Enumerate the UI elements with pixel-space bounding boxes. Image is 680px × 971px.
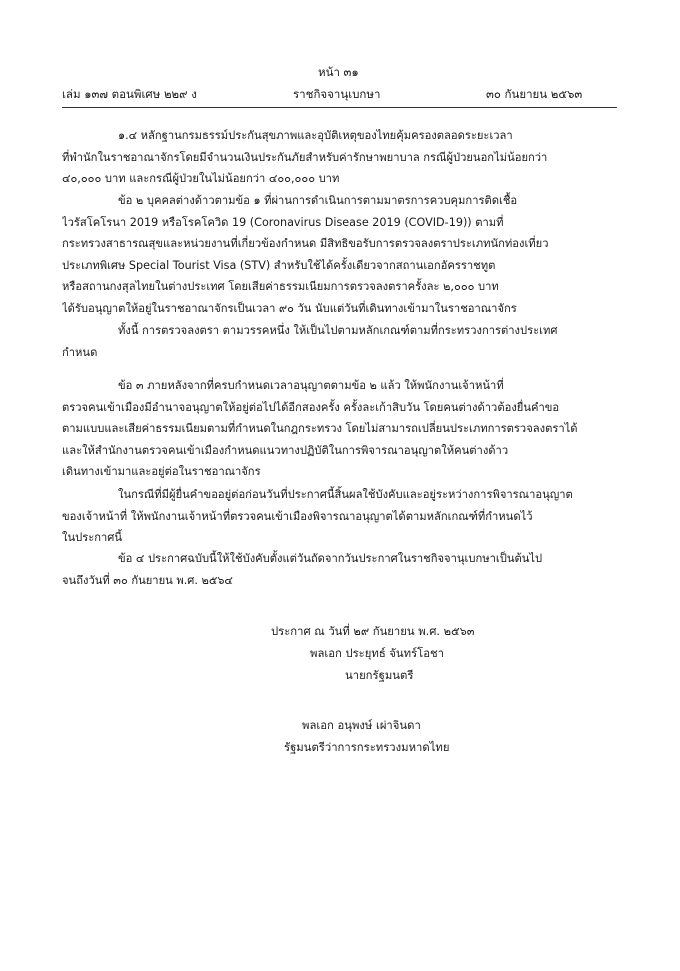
text-line: ข้อ ๔ ประกาศฉบับนี้ให้ใช้บังคับตั้งแต่วันถัดจากวันประกาศในราชกิจจานุเบกษาเป็นต้นไป <box>118 552 543 565</box>
proclamation-date: ประกาศ ณ วันที่ ๒๙ กันยายน พ.ศ. ๒๕๖๓ <box>271 625 475 638</box>
header-divider <box>62 107 617 108</box>
signer-1-name: พลเอก ประยุทธ์ จันทร์โอชา <box>310 647 445 660</box>
volume-info: เล่ม ๑๓๗ ตอนพิเศษ ๒๒๙ ง <box>62 87 197 101</box>
clause-2 <box>62 190 617 320</box>
clause-3 <box>62 375 617 483</box>
signer-2-title: รัฐมนตรีว่าการกระทรวงมหาดไทย <box>284 741 450 754</box>
text-line: ในกรณีที่มีผู้ยื่นคำขออยู่ต่อก่อนวันที่ประกาศนี้สิ้นผลใช้บังคับและอยู่ระหว่างการพิจารณาอนุญาต <box>118 488 573 501</box>
text-line: จนถึงวันที่ ๓๐ กันยายน พ.ศ. ๒๕๖๔ <box>62 573 233 587</box>
page-number: หน้า ๓๑ <box>318 65 359 79</box>
text-line: เดินทางเข้ามาและอยู่ต่อในราชอาณาจักร <box>62 465 261 479</box>
text-line: ตรวจคนเข้าเมืองมีอำนาจอนุญาตให้อยู่ต่อไปได้อีกสองครั้ง ครั้งละเก้าสิบวัน โดยคนต่างด้าวต้องยื่นคำขอ <box>62 400 560 414</box>
text-line: กำหนด <box>62 345 98 359</box>
text-line: ไวรัสโคโรนา 2019 หรือโรคโควิด 19 (Coronavirus Disease 2019 (COVID-19)) ตามที่ <box>62 215 504 229</box>
text-line: ประเภทพิเศษ Special Tourist Visa (STV) สำหรับใช้ได้ครั้งเดียวจากสถานเอกอัครราชทูต <box>62 258 496 272</box>
text-line: ในประกาศนี้ <box>62 531 123 545</box>
text-line: กระทรวงสาธารณสุขและหน่วยงานที่เกี่ยวข้องกำหนด มีสิทธิขอรับการตรวจลงตราประเภทนักท่องเที่ยว <box>62 237 549 251</box>
signer-2-name: พลเอก อนุพงษ์ เผ่าจินดา <box>302 719 421 732</box>
text-line: ของเจ้าหน้าที่ ให้พนักงานเจ้าหน้าที่ตรวจคนเข้าเมืองพิจารณาอนุญาตได้ตามหลักเกณฑ์ที่กำหนดไว้ <box>62 509 533 523</box>
clause-2-note <box>62 320 617 363</box>
paragraph-1-4 <box>62 125 617 190</box>
publication-name: ราชกิจจานุเบกษา <box>293 87 381 101</box>
text-line: ที่พำนักในราชอาณาจักรโดยมีจำนวนเงินประกันภัยสำหรับค่ารักษาพยาบาล กรณีผู้ป่วยนอกไม่น้อยกว่า <box>62 150 548 164</box>
signer-1-title: นายกรัฐมนตรี <box>345 669 414 682</box>
text-line: ข้อ ๒ บุคคลต่างด้าวตามข้อ ๑ ที่ผ่านการดำเนินการตามมาตรการควบคุมการติดเชื้อ <box>118 194 518 207</box>
publication-date: ๓๐ กันยายน ๒๕๖๓ <box>486 87 583 101</box>
text-line: ๑.๔ หลักฐานกรมธรรม์ประกันสุขภาพและอุบัติเหตุของไทยคุ้มครองตลอดระยะเวลา <box>118 129 513 142</box>
text-line: ได้รับอนุญาตให้อยู่ในราชอาณาจักรเป็นเวลา ๙๐ วัน นับแต่วันที่เดินทางเข้ามาในราชอาณาจักร <box>62 301 517 315</box>
text-line: ข้อ ๓ ภายหลังจากที่ครบกำหนดเวลาอนุญาตตามข้อ ๒ แล้ว ให้พนักงานเจ้าหน้าที่ <box>118 379 504 392</box>
text-line: หรือสถานกงสุลไทยในต่างประเทศ โดยเสียค่าธรรมเนียมการตรวจลงตราครั้งละ ๒,๐๐๐ บาท <box>62 280 499 294</box>
text-line: และให้สำนักงานตรวจคนเข้าเมืองกำหนดแนวทางปฏิบัติในการพิจารณาอนุญาตให้คนต่างด้าว <box>62 443 509 457</box>
text-line: ๔๐,๐๐๐ บาท และกรณีผู้ป่วยในไม่น้อยกว่า ๔๐๐,๐๐๐ บาท <box>62 172 340 186</box>
text-line: ตามแบบและเสียค่าธรรมเนียมตามที่กำหนดในกฎกระทรวง โดยไม่สามารถเปลี่ยนประเภทการตรวจลงตราได้ <box>62 422 578 436</box>
clause-4 <box>62 548 617 591</box>
text-line: ทั้งนี้ การตรวจลงตรา ตามวรรคหนึ่ง ให้เป็นไปตามหลักเกณฑ์ตามที่กระทรวงการต่างประเทศ <box>118 324 558 337</box>
clause-3-note <box>62 484 617 549</box>
